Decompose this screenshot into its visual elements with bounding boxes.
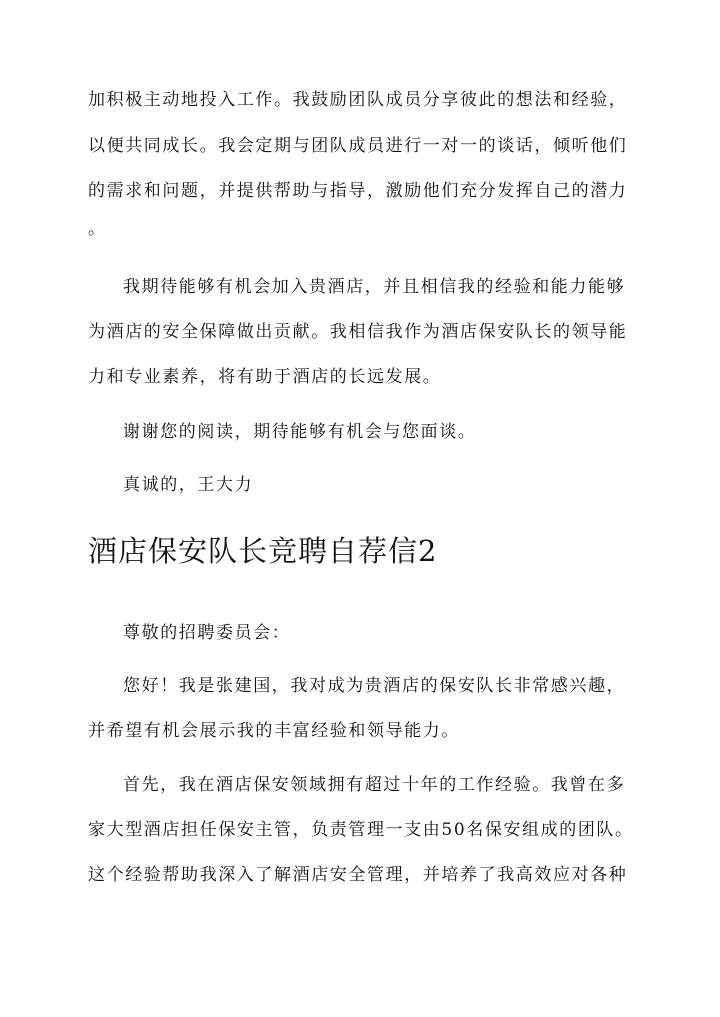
body-text-line: 我期待能够有机会加入贵酒店，并且相信我的经验和能力能够 [123,277,626,297]
body-text-line: 首先，我在酒店保安领域拥有超过十年的工作经验。我曾在多 [123,775,626,795]
section-heading: 酒店保安队长竞聘自荐信2 [88,534,438,568]
body-text-line: 并希望有机会展示我的丰富经验和领导能力。 [88,721,460,741]
body-text-line: 家大型酒店担任保安主管，负责管理一支由50名保安组成的团队。 [88,820,634,840]
salutation: 尊敬的招聘委员会： [123,623,291,643]
signature-line: 真诚的，王大力 [123,475,254,495]
body-text-line: 力和专业素养，将有助于酒店的长远发展。 [88,367,442,387]
body-text-line: 。 [88,219,107,239]
body-text-line: 以便共同成长。我会定期与团队成员进行一对一的谈话，倾听他们 [88,136,628,156]
body-text-line: 为酒店的安全保障做出贡献。我相信我作为酒店保安队长的领导能 [88,322,628,342]
body-text-line: 加积极主动地投入工作。我鼓励团队成员分享彼此的想法和经验， [88,90,628,110]
body-text-line: 的需求和问题，并提供帮助与指导，激励他们充分发挥自己的潜力 [88,181,628,201]
closing-text: 谢谢您的阅读，期待能够有机会与您面谈。 [123,422,477,442]
body-text-line: 您好！我是张建国，我对成为贵酒店的保安队长非常感兴趣， [123,676,626,696]
body-text-line: 这个经验帮助我深入了解酒店安全管理，并培养了我高效应对各种 [88,865,628,885]
